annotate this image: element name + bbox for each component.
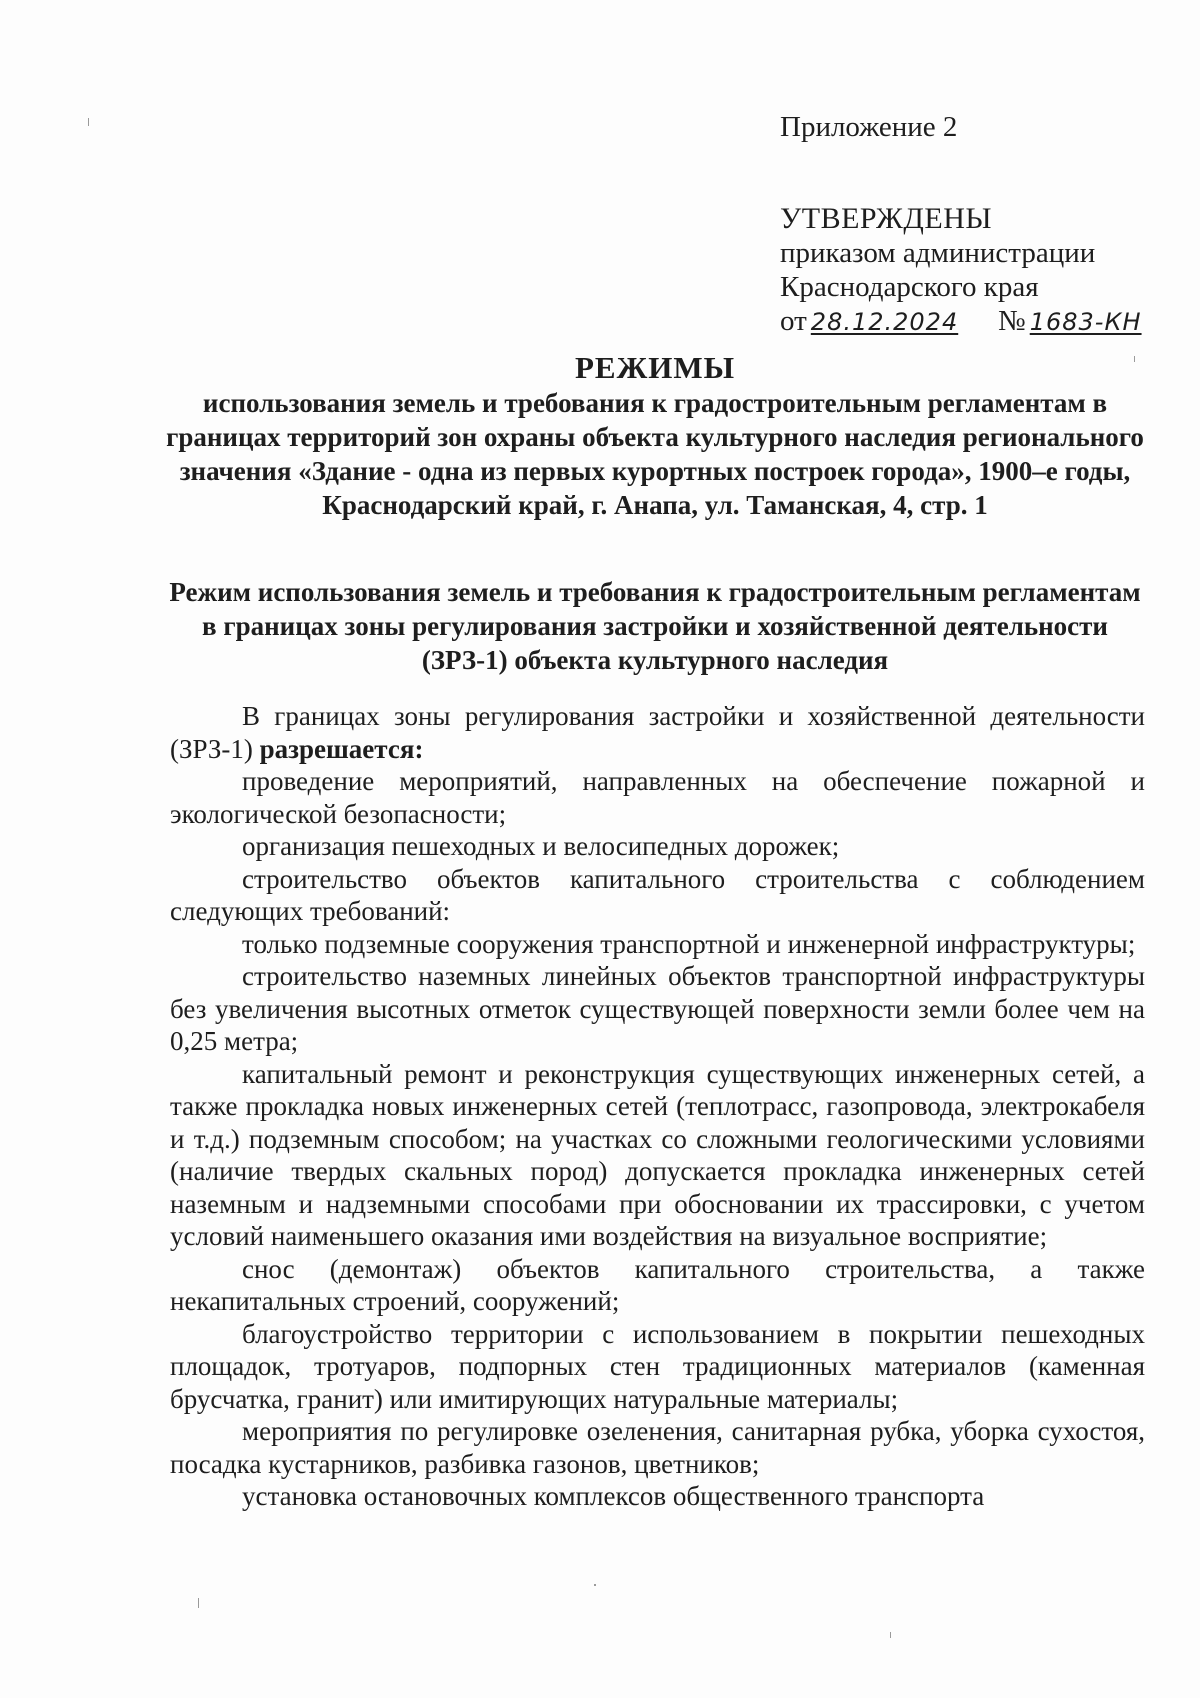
list-item: строительство объектов капитального строительства с соблюдением следующих требований: xyxy=(170,863,1145,926)
document-body xyxy=(170,700,1145,1513)
approved-label: УТВЕРЖДЕНЫ xyxy=(780,202,993,235)
list-item: строительство наземных линейных объектов транспортной инфраструктуры без увеличения высотных отметок существующей поверхности земли более чем на 0,25 метра; xyxy=(170,961,1145,1056)
intro-text: В границах зоны регулирования застройки и хозяйственной деятельности (ЗРЗ-1) xyxy=(170,701,1145,764)
scan-speck xyxy=(198,1598,199,1608)
list-item: только подземные сооружения транспортной и инженерной инфраструктуры; xyxy=(242,928,1136,959)
intro-bold: разрешается: xyxy=(259,733,424,764)
scan-speck xyxy=(88,118,89,126)
document-title xyxy=(165,350,1145,522)
scan-speck xyxy=(1134,356,1135,362)
list-item: капитальный ремонт и реконструкция существующих инженерных сетей, а также прокладка новых инженерных сетей (теплотрасс, газопровода, электрокабеля и т.д.) подземным способом; на участках со сложными геологическими условиями (наличие твердых скальных пород) допускается прокладка инженерных сетей наземным и надземными способами при обосновании их трассировки, с учетом условий наименьшего оказания ими воздействия на визуальное восприятие; xyxy=(170,1058,1145,1251)
approval-block xyxy=(780,110,1160,339)
scan-speck xyxy=(594,1584,596,1586)
title-main: РЕЖИМЫ xyxy=(574,350,736,385)
list-item: установка остановочных комплексов общественного транспорта xyxy=(242,1481,985,1511)
date-number-line xyxy=(780,304,1160,339)
list-item: мероприятия по регулировке озеленения, санитарная рубка, уборка сухостоя, посадка кустарников, разбивка газонов, цветников; xyxy=(170,1416,1145,1479)
handwritten-date: 28.12.2024 xyxy=(810,308,959,336)
by-order-label: приказом администрации xyxy=(780,237,1096,269)
region-label: Краснодарского края xyxy=(780,271,1039,303)
title-sub: использования земель и требования к градостроительным регламентам в границах территорий зон охраны объекта культурного наследия регионального значения «Здание - одна из первых курортных построек города», 1900–е годы, Краснодарский край, г. Анапа, ул. Таманская, 4, стр. 1 xyxy=(166,388,1144,520)
appendix-label: Приложение 2 xyxy=(780,111,958,143)
list-item: благоустройство территории с использованием в покрытии пешеходных площадок, тротуаров, подпорных стен традиционных материалов (каменная брусчатка, гранит) или имитирующих натуральные материалы; xyxy=(170,1318,1145,1414)
number-prefix: № xyxy=(998,305,1026,337)
list-item: снос (демонтаж) объектов капитального строительства, а также некапитальных строений, сооружений; xyxy=(170,1253,1145,1316)
section-title: Режим использования земель и требования к градостроительным регламентам в границах зоны регулирования застройки и хозяйственной деятельности (ЗРЗ-1) объекта культурного наследия xyxy=(169,577,1141,675)
date-prefix: от xyxy=(780,305,807,337)
handwritten-number: 1683-КН xyxy=(1029,308,1142,336)
intro-paragraph xyxy=(170,700,1145,765)
list-item: организация пешеходных и велосипедных дорожек; xyxy=(242,831,840,861)
scan-speck xyxy=(890,1632,891,1638)
list-item: проведение мероприятий, направленных на обеспечение пожарной и экологической безопасности; xyxy=(170,766,1145,829)
